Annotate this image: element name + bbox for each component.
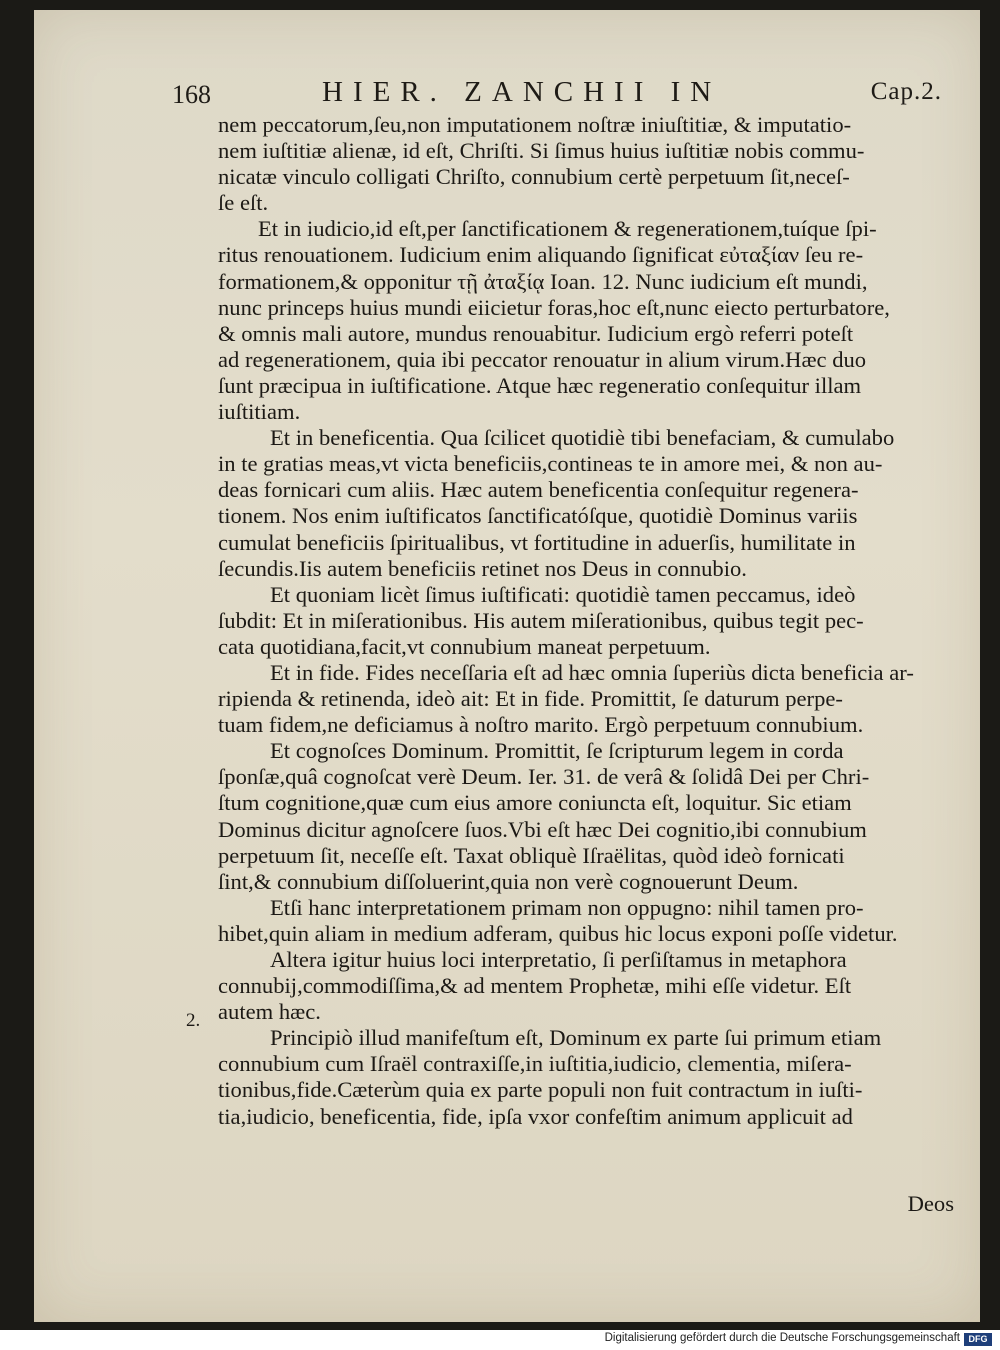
text-line: hibet,quin aliam in medium adferam, quibus hic locus exponi poſſe videtur. bbox=[218, 920, 898, 946]
text-line: Et in beneficentia. Qua ſcilicet quotidiè tibi benefaciam, & cumulabo bbox=[270, 425, 895, 451]
text-line: tionibus,fide.Cæterùm quia ex parte populi non fuit contractum in iuſti- bbox=[218, 1077, 863, 1103]
text-line: deas fornicari cum aliis. Hæc autem beneficentia conſequitur regenera- bbox=[218, 477, 859, 503]
text-line: Etſi hanc interpretationem primam non oppugno: nihil tamen pro- bbox=[270, 894, 864, 920]
text-line: ſunt præcipua in iuſtificatione. Atque hæc regeneratio conſequitur illam bbox=[218, 372, 862, 398]
text-line: perpetuum ſit, neceſſe eſt. Taxat obliquè Iſraëlitas, quòd ideò fornicati bbox=[218, 842, 845, 868]
text-line: ſtum cognitione,quæ cum eius amore coniuncta eſt, loquitur. Sic etiam bbox=[218, 790, 852, 816]
text-line: ſint,& connubium diſſoluerint,quia non verè cognouerunt Deum. bbox=[218, 868, 799, 894]
page-header bbox=[172, 70, 942, 110]
text-line: formationem,& opponitur τῇ ἀταξίᾳ Ioan. 12. Nunc iudicium eſt mundi, bbox=[218, 268, 868, 294]
text-line: in te gratias meas,vt victa beneficiis,contineas te in amore mei, & non au- bbox=[218, 451, 883, 477]
text-line: Altera igitur huius loci interpretatio, ſi perſiſtamus in metaphora bbox=[270, 947, 847, 972]
page-number: 168 bbox=[172, 80, 211, 109]
text-line: Et in iudicio,id eſt,per ſanctificationem & regenerationem,tuíque ſpi- bbox=[258, 216, 877, 242]
text-line: ſponſæ,quâ cognoſcat verè Deum. Ier. 31. de verâ & ſolidâ Dei per Chri- bbox=[218, 764, 870, 790]
text-line: nunc princeps huius mundi eiicietur foras,hoc eſt,nunc eiecto perturbatore, bbox=[218, 294, 890, 320]
text-line: autem hæc. bbox=[218, 999, 321, 1025]
body-text bbox=[218, 112, 953, 1130]
footer-bar bbox=[0, 1330, 1000, 1350]
text-line: & omnis mali autore, mundus renouabitur. Iudicium ergò referri poteſt bbox=[218, 320, 854, 346]
chapter-label: Cap.2. bbox=[870, 78, 942, 105]
catchword: Deos bbox=[907, 1191, 954, 1216]
text-line: cumulat beneficiis ſpiritualibus, vt fortitudine in aduerſis, humilitate in bbox=[218, 529, 856, 555]
text-line: ſubdit: Et in miſerationibus. His autem miſerationibus, quibus tegit pec- bbox=[218, 607, 864, 633]
text-line: Dominus dicitur agnoſcere ſuos.Vbi eſt hæc Dei cognitio,ibi connubium bbox=[218, 816, 867, 842]
text-line: tionem. Nos enim iuſtificatos ſanctificatóſque, quotidiè Dominus variis bbox=[218, 503, 858, 529]
funding-credit: Digitalisierung gefördert durch die Deutsche Forschungsgemeinschaft bbox=[604, 1332, 960, 1344]
text-line: nem peccatorum,ſeu,non imputationem noſtræ iniuſtitiæ, & imputatio- bbox=[218, 112, 852, 137]
text-line: cata quotidiana,facit,vt connubium maneat perpetuum. bbox=[218, 633, 711, 659]
text-line: ripienda & retinenda, ideò ait: Et in fide. Promittit, ſe daturum perpe- bbox=[218, 686, 843, 712]
text-line: nicatæ vinculo colligati Chriſto, connubium certè perpetuum ſit,neceſ- bbox=[218, 164, 850, 190]
text-line: tuam fidem,ne deficiamus à noſtro marito. Ergò perpetuum connubium. bbox=[218, 712, 864, 738]
text-line: ad regenerationem, quia ibi peccator renouatur in alium virum.Hæc duo bbox=[218, 346, 867, 372]
text-line: nem iuſtitiæ alienæ, id eſt, Chriſti. Si ſimus huius iuſtitiæ nobis commu- bbox=[218, 138, 865, 164]
text-line: ritus renouationem. Iudicium enim aliquando ſignificat εὐταξίαν ſeu re- bbox=[218, 242, 864, 268]
text-line: Et cognoſces Dominum. Promittit, ſe ſcripturum legem in corda bbox=[270, 738, 844, 764]
dfg-logo: DFG bbox=[964, 1333, 992, 1346]
text-line: connubij,commodiſſima,& ad mentem Prophetæ, mihi eſſe videtur. Eſt bbox=[218, 973, 852, 999]
text-line: connubium cum Iſraël contraxiſſe,in iuſtitia,iudicio, clementia, miſera- bbox=[218, 1051, 852, 1077]
margin-marker: 2. bbox=[186, 1010, 201, 1031]
running-title: HIER. ZANCHII IN bbox=[322, 76, 722, 108]
text-line: Principiò illud manifeſtum eſt, Dominum ex parte ſui primum etiam bbox=[270, 1025, 882, 1051]
text-line: Et in fide. Fides neceſſaria eſt ad hæc omnia ſuperiùs dicta beneficia ar- bbox=[270, 659, 914, 685]
text-line: Et quoniam licèt ſimus iuſtificati: quotidiè tamen peccamus, ideò bbox=[270, 581, 856, 607]
text-line: tia,iudicio, beneficentia, fide, ipſa vxor confeſtim animum applicuit ad bbox=[218, 1103, 853, 1129]
text-line: ſe eſt. bbox=[218, 190, 269, 216]
text-line: ſecundis.Iis autem beneficiis retinet nos Deus in connubio. bbox=[218, 555, 747, 581]
text-line: iuſtitiam. bbox=[218, 399, 301, 425]
